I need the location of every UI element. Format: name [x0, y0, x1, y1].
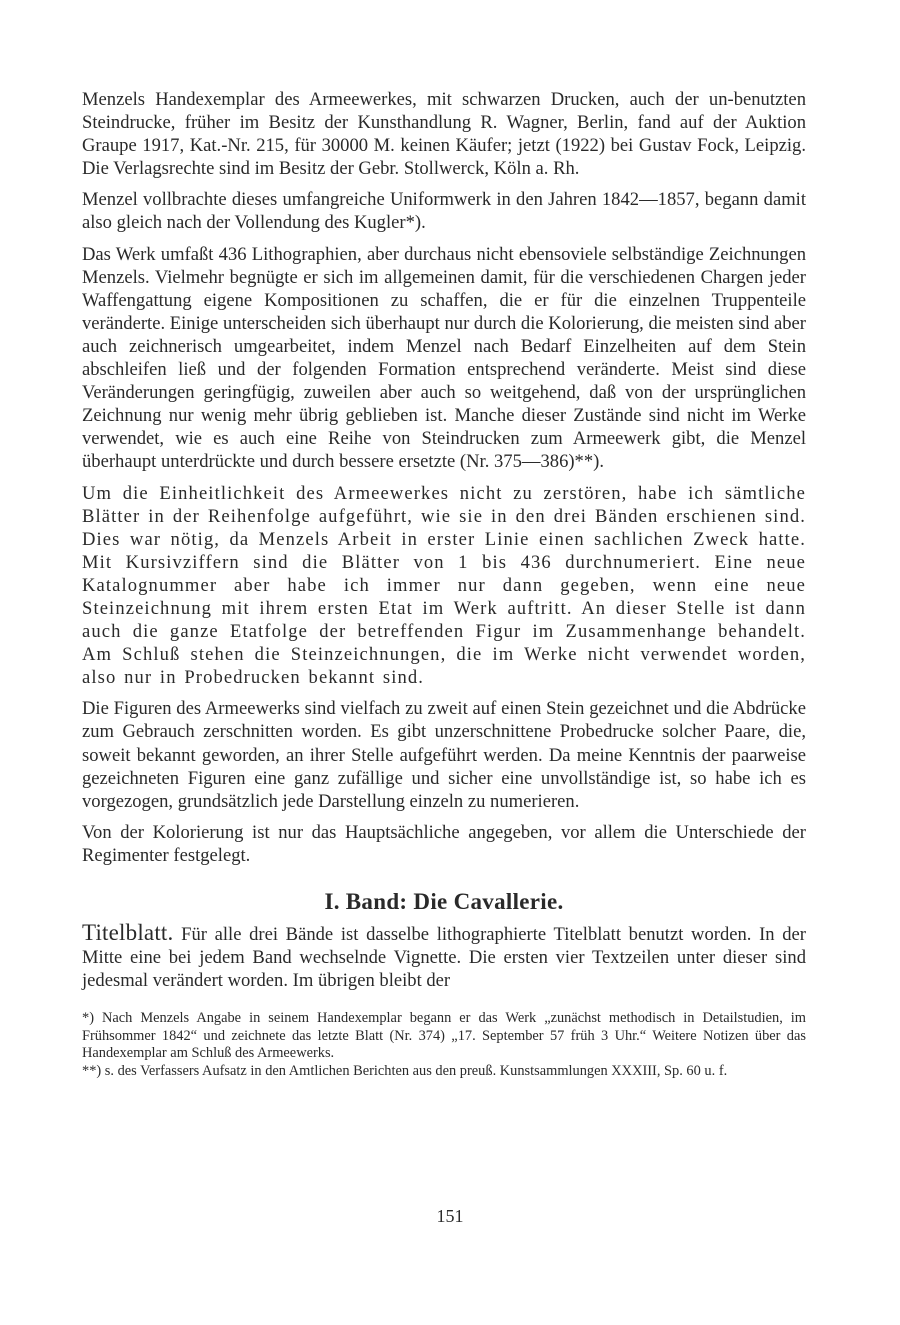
section-heading: I. Band: Die Cavallerie.	[324, 889, 564, 914]
footnote-2	[82, 1063, 806, 1081]
paragraph-figuren: Die Figuren des Armeewerks sind vielfach zu zweit auf einen Stein gezeichnet und die Abdrücke zum Gebrauch zerschnitten worden. Es gibt unzerschnittene Probedrucke solcher Paare, die, soweit bekannt geworden, an ihrer Stelle aufgeführt werden. Da meine Kenntnis der paarweise gezeichneten Figuren eine ganz zufällige und sicher eine unvollständige ist, so habe ich es vorgezogen, grundsätzlich jede Darstellung einzeln zu numerieren.	[82, 698, 806, 812]
titelblatt-lead-word: Titelblatt.	[82, 920, 174, 945]
page-number: 151	[436, 1206, 464, 1226]
footnote-1	[82, 1010, 806, 1063]
paragraph-einheitlichkeit: Um die Einheitlichkeit des Armeewerkes nicht zu zerstören, habe ich sämtliche Blätter in der Reihenfolge aufgeführt, wie sie in den drei Bänden erschienen sind. Dies war nötig, da Menzels Arbeit in erster Linie einen sachlichen Zweck hatte. Mit Kursivziffern sind die Blätter von 1 bis 436 durchnumeriert. Eine neue Katalognummer aber habe ich immer nur dann gegeben, wenn eine neue Steinzeichnung mit ihrem ersten Etat im Werk auftritt. An dieser Stelle ist dann auch die ganze Etatfolge der betreffenden Figur im Zusammenhange behandelt. Am Schluß stehen die Steinzeichnungen, die im Werke nicht verwendet worden, also nur in Probedrucken bekannt sind.	[82, 482, 806, 689]
footnote-1-marker: *)	[82, 1010, 94, 1027]
paragraph-lithographien: Das Werk umfaßt 436 Lithographien, aber durchaus nicht ebensoviele selbständige Zeichnungen Menzels. Vielmehr begnügte er sich im allgemeinen damit, für die verschiedenen Chargen jeder Waffengattung eigene Kompositionen zu schaffen, die er für die einzelnen Truppenteile veränderte. Einige unterscheiden sich überhaupt nur durch die Kolorierung, die meisten sind aber auch zeichnerisch umgearbeitet, indem Menzel nach Bedarf Einzelheiten auf dem Stein abschleifen ließ und der folgenden Formation entsprechend veränderte. Meist sind diese Veränderungen geringfügig, zuweilen aber auch so weitgehend, daß von der ursprünglichen Zeichnung nur wenig mehr übrig geblieben ist. Manche dieser Zustände sind nicht im Werke verwendet, wie es auch eine Reihe von Steindrucken zum Armeewerk gibt, die Menzel überhaupt unterdrückte und durch bessere ersetzte (Nr. 375—386)**).	[82, 243, 806, 473]
footnote-1-text: Nach Menzels Angabe in seinem Handexemplar begann er das Werk „zunächst methodisch in Detailstudien, im Frühsommer 1842“ und zeichnete das letzte Blatt (Nr. 374) „17. September 57 früh 3 Uhr.“ Weitere Notizen über das Handexemplar am Schluß des Armeewerks.	[82, 1010, 806, 1062]
footnote-2-text: s. des Verfassers Aufsatz in den Amtlichen Berichten aus den preuß. Kunstsammlungen XXXIII, Sp. 60 u. f.	[104, 1063, 728, 1080]
footnote-2-marker: **)	[82, 1063, 102, 1080]
paragraph-titelblatt	[82, 921, 806, 992]
paragraph-kolorierung: Von der Kolorierung ist nur das Hauptsächliche angegeben, vor allem die Unterschiede der Regimenter festgelegt.	[82, 821, 806, 866]
titelblatt-text: Für alle drei Bände ist dasselbe lithographierte Titelblatt benutzt worden. In der Mitte eine bei jedem Band wechselnde Vignette. Die ersten vier Textzeilen unter dieser sind jedesmal verändert worden. Im übrigen bleibt der	[82, 924, 806, 992]
paragraph-zeitraum: Menzel vollbrachte dieses umfangreiche Uniformwerk in den Jahren 1842—1857, begann damit also gleich nach der Vollendung des Kugler*).	[82, 189, 806, 234]
footnotes	[82, 1010, 806, 1080]
book-page	[82, 88, 806, 1081]
paragraph-handexemplar: Menzels Handexemplar des Armeewerkes, mit schwarzen Drucken, auch der un‑benutzten Steindrucke, früher im Besitz der Kunsthandlung R. Wagner, Berlin, fand auf der Auktion Graupe 1917, Kat.-Nr. 215, für 30000 M. keinen Käufer; jetzt (1922) bei Gustav Fock, Leipzig. Die Verlagsrechte sind im Besitz der Gebr. Stollwerck, Köln a. Rh.	[82, 89, 806, 180]
